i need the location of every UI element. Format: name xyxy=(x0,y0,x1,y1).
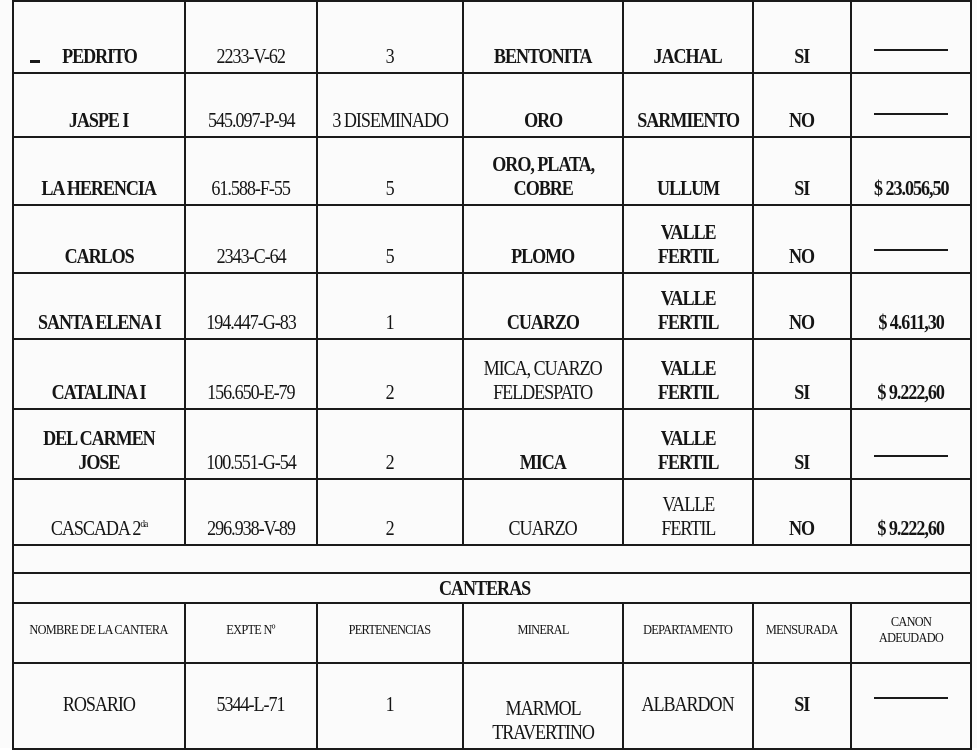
mine-name: PEDRITO xyxy=(13,1,185,73)
mine-mensurada: SI xyxy=(753,409,851,479)
empty-dash xyxy=(874,455,948,457)
table-row xyxy=(13,137,971,205)
mine-mineral: ORO, PLATA, COBRE xyxy=(463,137,623,205)
empty-dash xyxy=(874,49,948,51)
mine-expediente: 2233-V-62 xyxy=(185,1,317,73)
mine-expediente: 156.650-E-79 xyxy=(185,339,317,409)
cantera-expediente: 5344-L-71 xyxy=(185,663,317,749)
table-row xyxy=(13,409,971,479)
table-row xyxy=(13,663,971,749)
empty-dash xyxy=(874,697,948,699)
table-row xyxy=(13,1,971,73)
header-mensurada: MENSURADA xyxy=(753,603,851,663)
spacer-row xyxy=(13,545,971,573)
mine-departamento: VALLE FERTIL xyxy=(623,205,753,273)
mine-departamento: ULLUM xyxy=(623,137,753,205)
mine-pertenencias: 3 xyxy=(317,1,463,73)
cantera-mensurada: SI xyxy=(753,663,851,749)
empty-dash xyxy=(874,113,948,115)
mine-departamento: VALLE FERTIL xyxy=(623,409,753,479)
mine-name: CATALINA I xyxy=(13,339,185,409)
mine-mensurada: NO xyxy=(753,273,851,339)
mine-departamento: VALLE FERTIL xyxy=(623,273,753,339)
mine-mensurada: NO xyxy=(753,73,851,137)
mine-mineral: ORO xyxy=(463,73,623,137)
header-pertenencias: PERTENENCIAS xyxy=(317,603,463,663)
mine-mensurada: NO xyxy=(753,205,851,273)
table-row xyxy=(13,339,971,409)
mine-mensurada: SI xyxy=(753,137,851,205)
mine-departamento: SARMIENTO xyxy=(623,73,753,137)
mine-pertenencias: 2 xyxy=(317,409,463,479)
mine-pertenencias: 5 xyxy=(317,205,463,273)
mine-mensurada: SI xyxy=(753,339,851,409)
mine-canon: $ 23.056,50 xyxy=(851,137,971,205)
mine-mensurada: NO xyxy=(753,479,851,545)
header-mineral: MINERAL xyxy=(463,603,623,663)
mine-mineral: MICA, CUARZO FELDESPATO xyxy=(463,339,623,409)
header-row xyxy=(13,603,971,663)
table-row xyxy=(13,73,971,137)
cantera-name: ROSARIO xyxy=(13,663,185,749)
mine-canon: $ 9.222,60 xyxy=(851,479,971,545)
cantera-departamento: ALBARDON xyxy=(623,663,753,749)
mine-mineral: MICA xyxy=(463,409,623,479)
mine-expediente: 545.097-P-94 xyxy=(185,73,317,137)
mine-name: CARLOS xyxy=(13,205,185,273)
mine-departamento: VALLE FERTIL xyxy=(623,479,753,545)
mine-departamento: VALLE FERTIL xyxy=(623,339,753,409)
cantera-canon xyxy=(851,663,971,749)
mine-expediente: 194.447-G-83 xyxy=(185,273,317,339)
mine-canon xyxy=(851,205,971,273)
header-canon: CANON ADEUDADO xyxy=(851,603,971,663)
mine-name: SANTA ELENA I xyxy=(13,273,185,339)
mine-pertenencias: 2 xyxy=(317,479,463,545)
mine-canon: $ 9.222,60 xyxy=(851,339,971,409)
mine-pertenencias: 2 xyxy=(317,339,463,409)
header-nombre: NOMBRE DE LA CANTERA xyxy=(13,603,185,663)
table-row xyxy=(13,479,971,545)
mine-pertenencias: 1 xyxy=(317,273,463,339)
mine-canon: $ 4.611,30 xyxy=(851,273,971,339)
mine-canon xyxy=(851,73,971,137)
mine-name: LA HERENCIA xyxy=(13,137,185,205)
mine-canon xyxy=(851,409,971,479)
cantera-pertenencias: 1 xyxy=(317,663,463,749)
mines-table xyxy=(12,0,972,750)
mine-mineral: BENTONITA xyxy=(463,1,623,73)
mine-mineral: CUARZO xyxy=(463,479,623,545)
cantera-mineral: MARMOL TRAVERTINO xyxy=(463,663,623,749)
table-row xyxy=(13,273,971,339)
mine-canon xyxy=(851,1,971,73)
mine-pertenencias: 5 xyxy=(317,137,463,205)
mine-name: JASPE I xyxy=(13,73,185,137)
mine-mensurada: SI xyxy=(753,1,851,73)
empty-dash xyxy=(874,249,948,251)
mine-name: CASCADA $2^{da}$ xyxy=(13,479,185,545)
section-title: CANTERAS xyxy=(13,573,971,603)
mine-name: DEL CARMEN JOSE xyxy=(13,409,185,479)
mine-pertenencias: 3 DISEMINADO xyxy=(317,73,463,137)
header-departamento: DEPARTAMENTO xyxy=(623,603,753,663)
header-expte: EXPTE Nº xyxy=(185,603,317,663)
section-row xyxy=(13,573,971,603)
mine-departamento: JACHAL xyxy=(623,1,753,73)
mine-expediente: 61.588-F-55 xyxy=(185,137,317,205)
spacer-cell xyxy=(13,545,971,573)
mine-mineral: PLOMO xyxy=(463,205,623,273)
mine-mineral: CUARZO xyxy=(463,273,623,339)
table-row xyxy=(13,205,971,273)
mine-expediente: 296.938-V-89 xyxy=(185,479,317,545)
mine-expediente: 2343-C-64 xyxy=(185,205,317,273)
mine-expediente: 100.551-G-54 xyxy=(185,409,317,479)
